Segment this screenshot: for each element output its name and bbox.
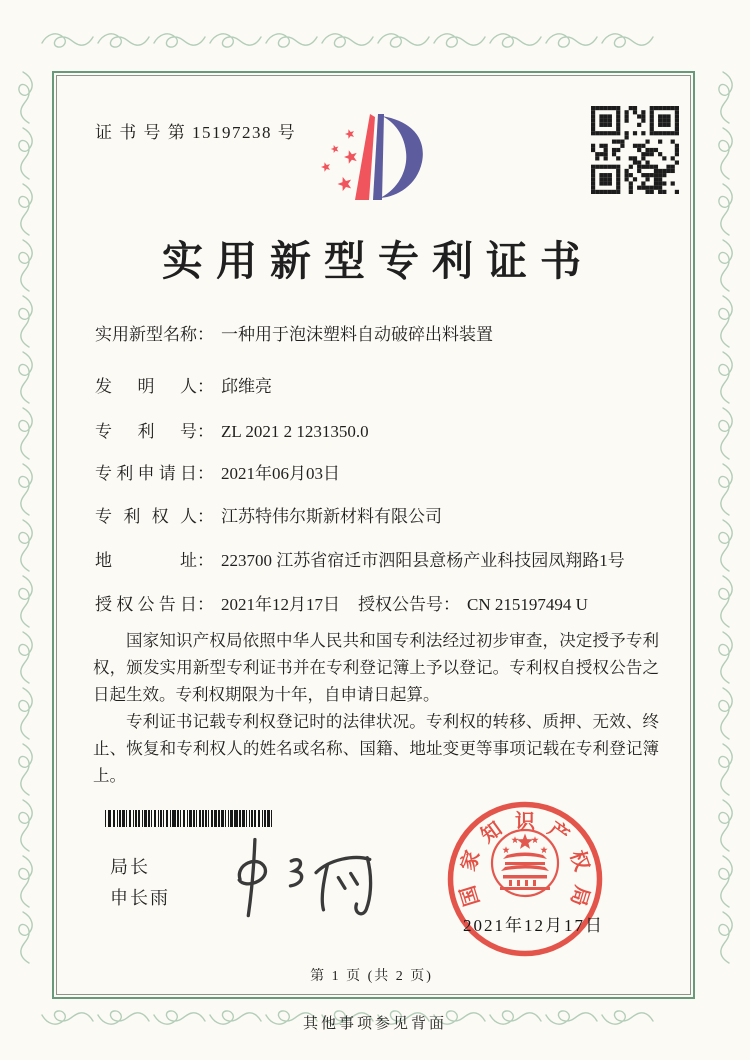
field-colon: ： <box>197 422 214 441</box>
barcode-bar <box>180 810 181 827</box>
field-utility-model-name <box>95 320 493 345</box>
field-colon: ： <box>443 595 460 614</box>
barcode-bar <box>135 810 136 827</box>
field-colon: ： <box>197 325 214 344</box>
commissioner-name: 申长雨 <box>110 888 170 908</box>
barcode-bar <box>177 810 178 827</box>
barcode-bar <box>122 810 125 827</box>
barcode-bar <box>199 810 202 827</box>
barcode-bar <box>108 810 112 827</box>
barcode-bar <box>148 810 149 827</box>
field-patent-number <box>95 417 369 442</box>
svg-text:国: 国 <box>457 882 484 909</box>
field-colon: ： <box>197 464 214 483</box>
field-grant-number <box>358 590 588 615</box>
seal-national-emblem <box>492 830 558 896</box>
field-colon: ： <box>197 595 214 614</box>
svg-text:家: 家 <box>457 847 485 874</box>
barcode-bar <box>196 810 197 827</box>
commissioner-title: 局长 <box>110 857 150 877</box>
barcode-bar <box>183 810 186 827</box>
logo-stars <box>321 129 357 191</box>
barcode-bar <box>119 810 120 827</box>
barcode-bar <box>202 810 203 827</box>
barcode-bar <box>129 810 132 827</box>
barcode-bar <box>166 810 169 827</box>
barcode-bar <box>251 810 252 827</box>
signature-stroke <box>290 860 301 886</box>
barcode-bar <box>170 810 171 827</box>
svg-text:识: 识 <box>515 811 535 833</box>
field-value: 一种用于泡沫塑料自动破碎出料装置 <box>221 325 493 344</box>
ornamental-border-left <box>12 70 38 990</box>
back-note: 其他事项参见背面 <box>302 1016 447 1032</box>
signature-stroke <box>338 878 345 889</box>
barcode-bar <box>214 810 217 827</box>
barcode-bar <box>254 810 257 827</box>
seal-date: 2021年12月17日 <box>463 916 604 935</box>
field-value: ZL 2021 2 1231350.0 <box>221 422 369 441</box>
field-label: 授权公告号 <box>358 595 443 614</box>
barcode-bar <box>208 810 209 827</box>
signature-stroke <box>248 840 255 916</box>
field-grant-date <box>95 590 340 615</box>
field-value: CN 215197494 U <box>467 595 588 614</box>
barcode-bar <box>105 810 106 827</box>
barcode-bar <box>249 810 250 827</box>
barcode-bar <box>228 810 229 827</box>
field-patentee <box>95 502 442 527</box>
field-label: 专利申请日 <box>95 464 197 483</box>
svg-text:局: 局 <box>566 882 593 909</box>
barcode-bar <box>225 810 226 827</box>
svg-text:权: 权 <box>565 847 593 874</box>
barcode-bar <box>158 810 159 827</box>
barcode-bar <box>205 810 206 827</box>
signature-stroke <box>316 858 370 873</box>
field-value: 2021年12月17日 <box>221 595 340 614</box>
qr-code <box>591 106 679 194</box>
barcode-bar <box>230 810 233 827</box>
ornamental-border-top <box>40 28 710 54</box>
logo-red-wedge <box>355 114 375 200</box>
barcode-bar <box>262 810 263 827</box>
barcode-bar <box>117 810 118 827</box>
barcode-bar <box>126 810 127 827</box>
barcode-bar <box>221 810 224 827</box>
legal-paragraph-1: 国家知识产权局依照中华人民共和国专利法经过初步审查，决定授予专利权，颁发实用新型专利证书并在专利登记簿上予以登记。专利权自授权公告之日起生效。专利权期限为十年，自申请日起算。 <box>93 631 659 704</box>
barcode-bar <box>113 810 116 827</box>
signature-stroke <box>351 873 358 884</box>
legal-paragraph-2: 专利证书记载专利权登记时的法律状况。专利权的转移、质押、无效、终止、恢复和专利权人的姓名或名称、国籍、地址变更等事项记载在专利登记簿上。 <box>93 712 659 785</box>
barcode-bar <box>142 810 143 827</box>
barcode-bar <box>172 810 176 827</box>
barcode-bar <box>144 810 147 827</box>
official-seal <box>443 797 607 961</box>
barcode-bar <box>239 810 240 827</box>
cnipa-logo-icon <box>298 102 458 217</box>
signature-stroke <box>356 858 371 914</box>
commissioner-signature <box>185 828 400 923</box>
field-value: 223700 江苏省宿迁市泗阳县意杨产业科技园凤翔路1号 <box>221 551 625 570</box>
barcode-bar <box>189 810 192 827</box>
field-label: 授权公告日 <box>95 595 197 614</box>
logo-p-bowl <box>380 116 423 198</box>
signature-stroke <box>322 864 327 909</box>
field-label: 专利号 <box>95 422 197 441</box>
field-label: 地址 <box>95 551 197 570</box>
field-colon: ： <box>197 507 214 526</box>
barcode-bar <box>133 810 134 827</box>
barcode-bar <box>187 810 188 827</box>
field-label: 发明人 <box>95 377 197 396</box>
barcode-bar <box>218 810 219 827</box>
barcode-bar <box>211 810 214 827</box>
barcode-bar <box>234 810 238 827</box>
field-colon: ： <box>197 551 214 570</box>
field-inventor <box>95 372 272 397</box>
logo-blue-wedge <box>373 114 384 200</box>
field-value: 2021年06月03日 <box>221 464 340 483</box>
barcode-bar <box>267 810 270 827</box>
field-label: 专利权人 <box>95 507 197 526</box>
barcode-bar <box>151 810 152 827</box>
barcode-bar <box>138 810 141 827</box>
barcode-bar <box>160 810 161 827</box>
barcode-bar <box>193 810 194 827</box>
certificate-number: 证 书 号 第 15197238 号 <box>95 123 297 142</box>
barcode-bar <box>258 810 261 827</box>
barcode-bar <box>242 810 245 827</box>
barcode-bar <box>246 810 247 827</box>
barcode <box>105 810 274 827</box>
field-colon: ： <box>197 377 214 396</box>
field-value: 邱维亮 <box>221 377 272 396</box>
svg-text:知: 知 <box>477 817 507 848</box>
field-filing-date <box>95 459 340 484</box>
ornamental-border-right <box>712 70 738 990</box>
field-value: 江苏特伟尔斯新材料有限公司 <box>221 507 442 526</box>
field-address <box>95 546 625 571</box>
barcode-bar <box>154 810 157 827</box>
svg-text:产: 产 <box>543 817 573 848</box>
barcode-bar <box>163 810 164 827</box>
page-number: 第 1 页 (共 2 页) <box>310 969 433 984</box>
field-label: 实用新型名称 <box>95 325 197 344</box>
certificate-title: 实用新型专利证书 <box>162 238 594 284</box>
barcode-bar <box>264 810 265 827</box>
barcode-bar <box>271 810 272 827</box>
